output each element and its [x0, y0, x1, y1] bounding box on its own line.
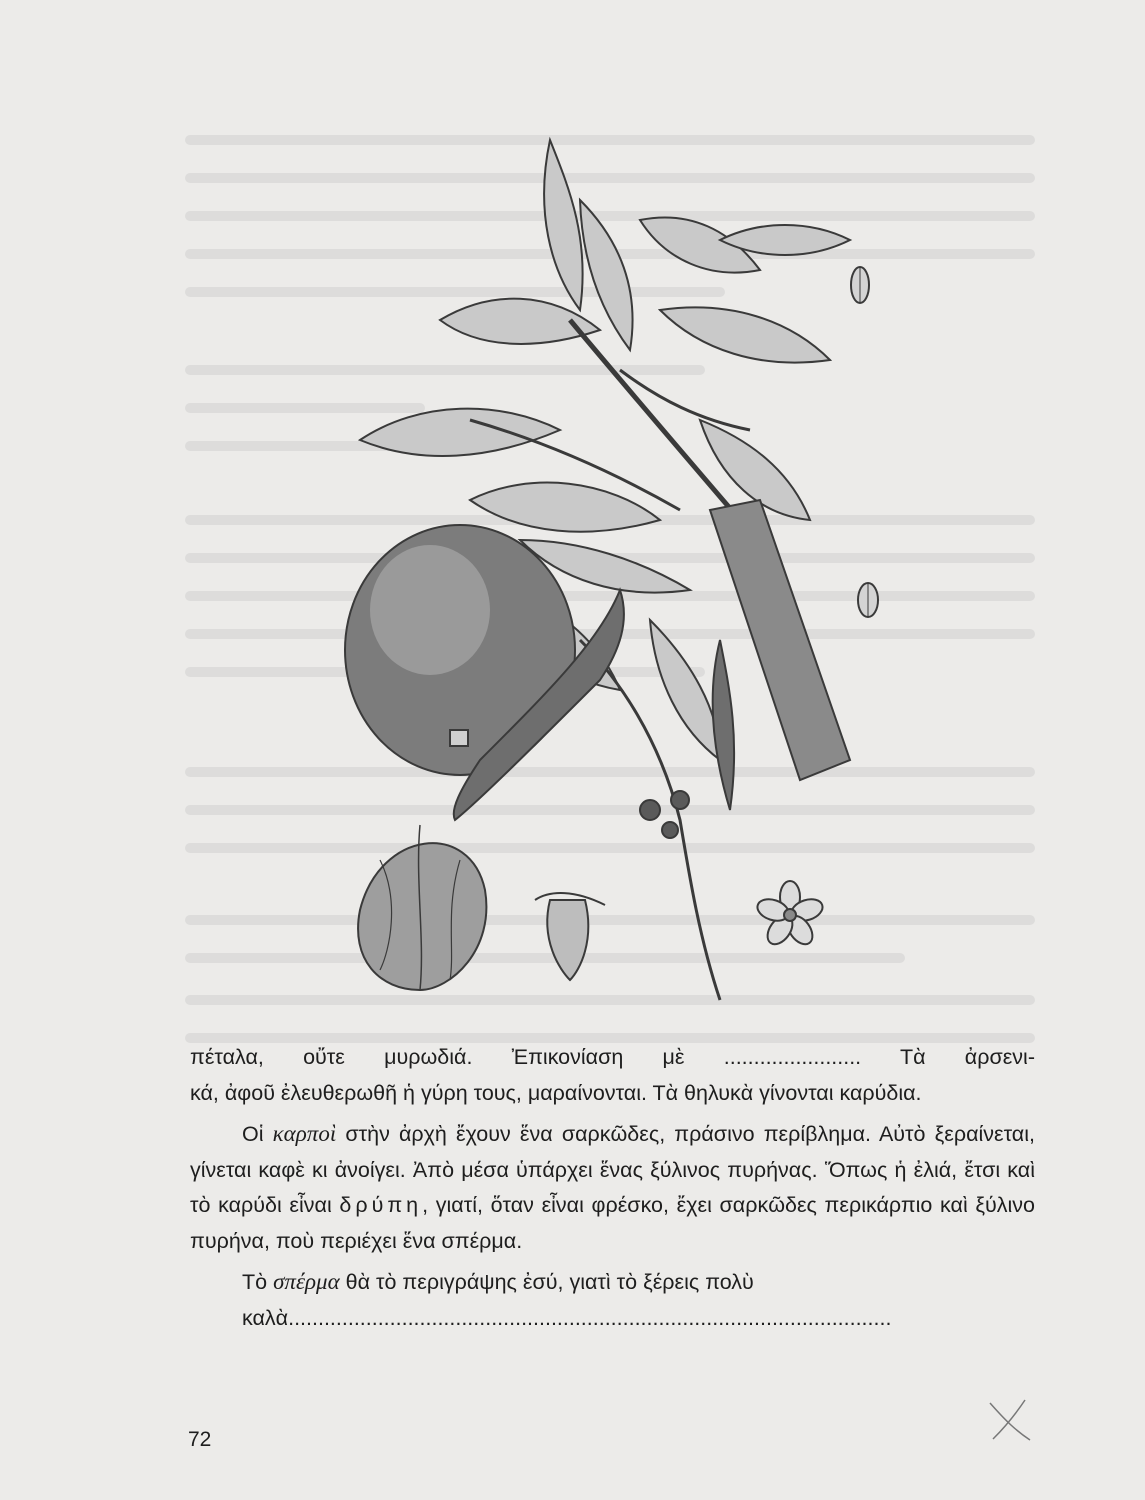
fruits-text-end: , γιατί, ὅταν εἶναι φρέσκο, ἔχει σαρκῶδες περικάρπιο καὶ ξύλινο πυρήνα, ποὺ περιέχει ἕνα σπέρμα. [190, 1193, 1035, 1253]
term-drupe: δρύπη [339, 1193, 423, 1217]
pollination-line [190, 1040, 1035, 1076]
body-text [190, 1040, 1035, 1341]
seed-text-start: Τὸ [242, 1270, 274, 1294]
pencil-check-mark [985, 1395, 1035, 1445]
pollination-text-end: Τὰ ἀρσενι- [900, 1045, 1035, 1069]
fill-in-blank-answer: ..................................................................................................... [288, 1305, 892, 1330]
seed-text: θὰ τὸ περιγράψης ἐσύ, γιατὶ τὸ ξέρεις πολὺ [339, 1270, 754, 1294]
fruits-text-start: Οἱ [242, 1122, 273, 1146]
term-fruits: καρποὶ [272, 1121, 337, 1146]
term-seed: σπέρμα [273, 1269, 340, 1294]
paragraph-pollination [190, 1040, 1035, 1111]
seed-answer-line [190, 1301, 1035, 1337]
pollination-text: πέταλα, οὔτε μυρωδιά. Ἐπικονίαση μὲ [190, 1045, 685, 1069]
fruits-text: στὴν ἀρχὴ ἔχουν ἕνα σαρκῶδες, πράσινο περίβλημα. Αὐτὸ ξεραίνεται, γίνεται καφὲ κι ἀνοίγει. Ἀπὸ μέσα ὑπάρχει ἕνας ξύλινος πυρήνας. Ὅπως ἡ ἐλιά, ἔτσι καὶ τὸ καρύδι εἶναι [190, 1122, 1035, 1217]
male-catkin [713, 640, 735, 810]
seed-text-end: καλὰ [242, 1305, 289, 1330]
walnut-shell [358, 843, 486, 990]
paragraph-seed [190, 1264, 1035, 1336]
catkins-text: κά, ἀφοῦ ἐλευθερωθῆ ἡ γύρη τους, μαραίνονται. Τὰ θηλυκὰ γίνονται καρύδια. [190, 1080, 922, 1105]
fill-in-blank: ....................... [723, 1045, 862, 1069]
walnut-branch-illustration [320, 120, 900, 1040]
page-number: 72 [188, 1428, 212, 1451]
paragraph-fruits [190, 1116, 1035, 1259]
